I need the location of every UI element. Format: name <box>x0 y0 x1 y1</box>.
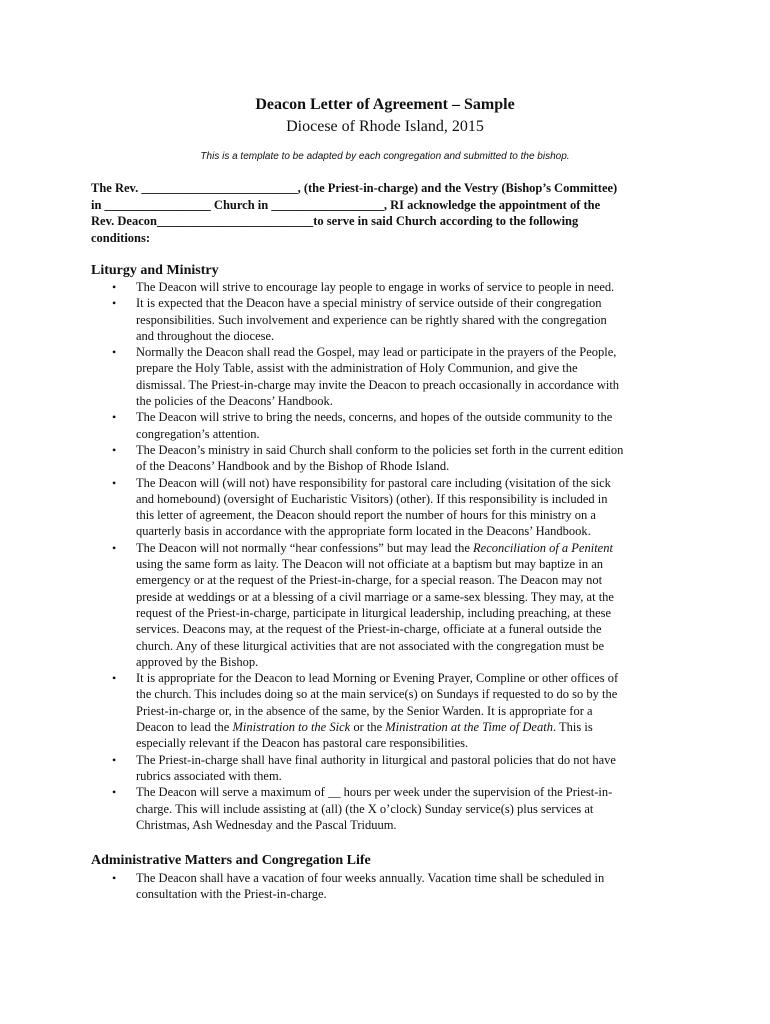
bullet-icon: • <box>112 296 117 311</box>
liturgy-bullet-list <box>91 279 681 833</box>
bullet-icon: • <box>112 345 117 360</box>
intro-line: Rev. Deacon_________________________to serve in said Church according to the following <box>91 214 579 228</box>
bullet-icon: • <box>112 280 117 294</box>
intro-line: The Rev. _________________________, (the Priest-in-charge) and the Vestry (Bishop’s Committee) <box>91 181 618 195</box>
section-heading-admin: Administrative Matters and Congregation Life <box>91 853 371 868</box>
bullet-icon: • <box>112 785 117 800</box>
bullet-icon: • <box>112 540 117 555</box>
intro-paragraph <box>91 180 681 246</box>
bullet-icon: • <box>112 752 117 767</box>
bullet-icon: • <box>112 410 117 425</box>
document-subtitle: Diocese of Rhode Island, 2015 <box>286 118 484 135</box>
admin-bullet-list <box>91 870 681 903</box>
list-item: • The Deacon will not normally “hear confessions” but may lead the Reconciliation of a Penitent using the same form as laity. The Deacon will not officiate at a baptism but may baptize in an emergency or at the request of the Priest-in-charge, for a special reason. The Deacon may not preside at weddings or at a blessing of a civil marriage or a same-sex blessing. They may, at the request of the Priest-in-charge, participate in liturgical leadership, including preaching, at these services. Deacons may, at the request of the Priest-in-charge, officiate at a funeral outside the church. Any of these liturgical activities that are not associated with the congregation must be approved by the Bishop. <box>112 540 614 669</box>
bullet-icon: • <box>112 442 117 457</box>
section-heading-liturgy: Liturgy and Ministry <box>91 263 219 278</box>
template-note: This is a template to be adapted by each congregation and submitted to the bishop. <box>200 151 570 162</box>
list-item: • The Deacon will strive to bring the needs, concerns, and hopes of the outside community to the congregation’s attention. <box>112 410 613 441</box>
list-item: • The Deacon will strive to encourage lay people to engage in works of service to people in need. <box>112 280 615 294</box>
document-title: Deacon Letter of Agreement – Sample <box>255 96 515 113</box>
bullet-icon: • <box>112 475 117 490</box>
intro-line: in _________________ Church in __________________, RI acknowledge the appointment of the <box>91 197 601 212</box>
intro-line: conditions: <box>91 230 151 245</box>
list-item: • The Deacon will serve a maximum of __ hours per week under the supervision of the Priest-in- charge. This will include assisting at (all) (the X o’clock) Sunday service(s) plus services at Christmas, Ash Wednesday and the Pascal Triduum. <box>112 785 613 832</box>
list-item: • The Deacon will (will not) have responsibility for pastoral care including (visitation of the sick and homebound) (oversight of Eucharistic Visitors) (other). If this responsibility is included in this letter of agreement, the Deacon should report the number of hours for this ministry on a quarterly basis in accordance with the appropriate form located in the Deacons’ Handbook. <box>112 475 611 539</box>
list-item: • The Priest-in-charge shall have final authority in liturgical and pastoral policies that do not have rubrics associated with them. <box>112 752 616 783</box>
list-item: • It is appropriate for the Deacon to lead Morning or Evening Prayer, Compline or other offices of the church. This includes doing so at the main service(s) on Sundays if requested to do so by the Priest-in-charge or, in the absence of the same, by the Senior Warden. It is appropriate for a Deacon to lead the Ministration to the Sick or the Ministration at the Time of Death. This is especially relevant if the Deacon has pastoral care responsibilities. <box>112 671 619 751</box>
list-item: • It is expected that the Deacon have a special ministry of service outside of their congregation responsibilities. Such involvement and experience can be rightly shared with the congregation and throughout the diocese. <box>112 296 607 343</box>
list-item: • The Deacon shall have a vacation of four weeks annually. Vacation time shall be scheduled in consultation with the Priest-in-charge. <box>112 871 605 902</box>
list-item: • The Deacon’s ministry in said Church shall conform to the policies set forth in the current edition of the Deacons’ Handbook and by the Bishop of Rhode Island. <box>112 442 624 474</box>
bullet-icon: • <box>112 871 117 885</box>
bullet-icon: • <box>112 671 117 686</box>
list-item: • Normally the Deacon shall read the Gospel, may lead or participate in the prayers of the People, prepare the Holy Table, assist with the administration of Holy Communion, and give the dismissal. The Priest-in-charge may invite the Deacon to preach occasionally in accordance with the policies of the Deacons’ Handbook. <box>112 345 620 409</box>
